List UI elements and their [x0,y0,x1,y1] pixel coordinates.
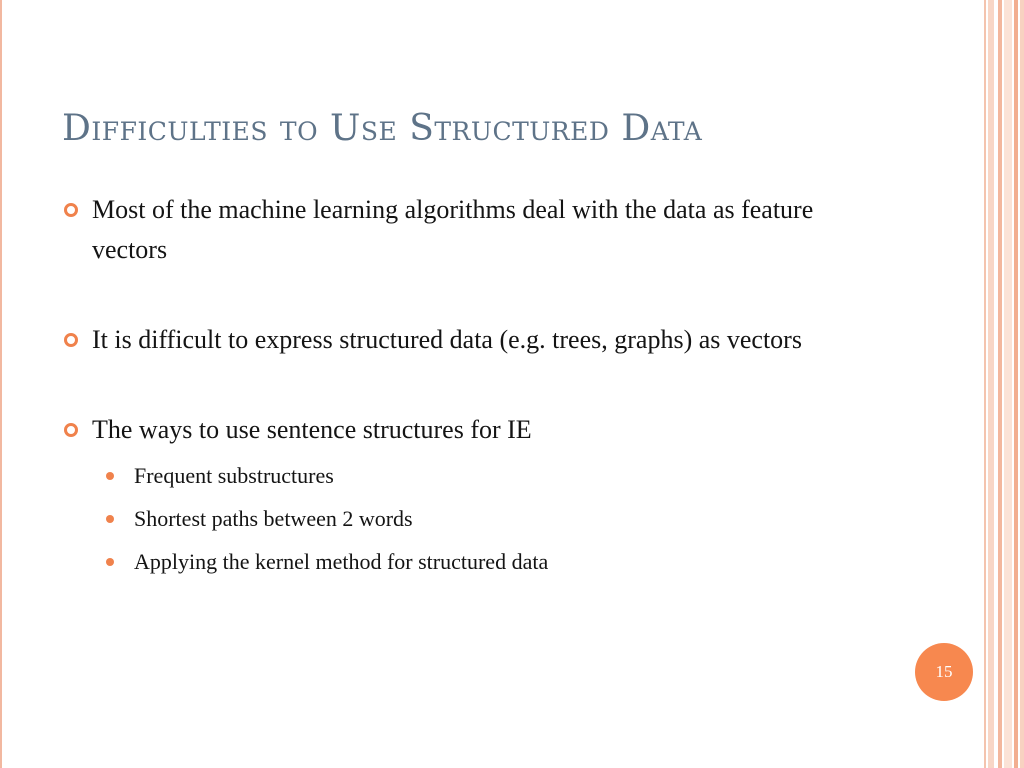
stripe-3 [998,0,1002,768]
bullet-item [62,410,892,450]
ring-bullet-icon [64,333,78,347]
dot-bullet-icon [106,558,114,566]
frame-left-border [0,0,2,768]
sub-bullet-list [62,454,892,583]
decorative-side-stripes [980,0,1024,768]
slide-content [62,190,892,583]
ring-bullet-icon [64,423,78,437]
slide-title: Difficulties to Use Structured Data [62,108,703,149]
bullet-text: It is difficult to express structured data (e.g. trees, graphs) as vectors [92,325,802,354]
stripe-5 [1014,0,1018,768]
stripe-6 [1020,0,1024,768]
dot-bullet-icon [106,472,114,480]
sub-bullet-text: Frequent substructures [134,463,334,488]
sub-bullet-text: Shortest paths between 2 words [134,506,413,531]
bullet-item [62,320,892,360]
sub-bullet-item [62,454,892,497]
page-number: 15 [935,662,953,681]
bullet-text: The ways to use sentence structures for IE [92,415,532,444]
bullet-item [62,190,892,270]
stripe-2 [988,0,994,768]
stripe-4 [1004,0,1012,768]
sub-bullet-text: Applying the kernel method for structured data [134,549,549,574]
stripe-1 [984,0,986,768]
sub-bullet-item [62,497,892,540]
dot-bullet-icon [106,515,114,523]
page-number-badge [915,643,973,701]
sub-bullet-item [62,540,892,583]
bullet-text: Most of the machine learning algorithms deal with the data as feature vectors [92,195,814,264]
ring-bullet-icon [64,203,78,217]
